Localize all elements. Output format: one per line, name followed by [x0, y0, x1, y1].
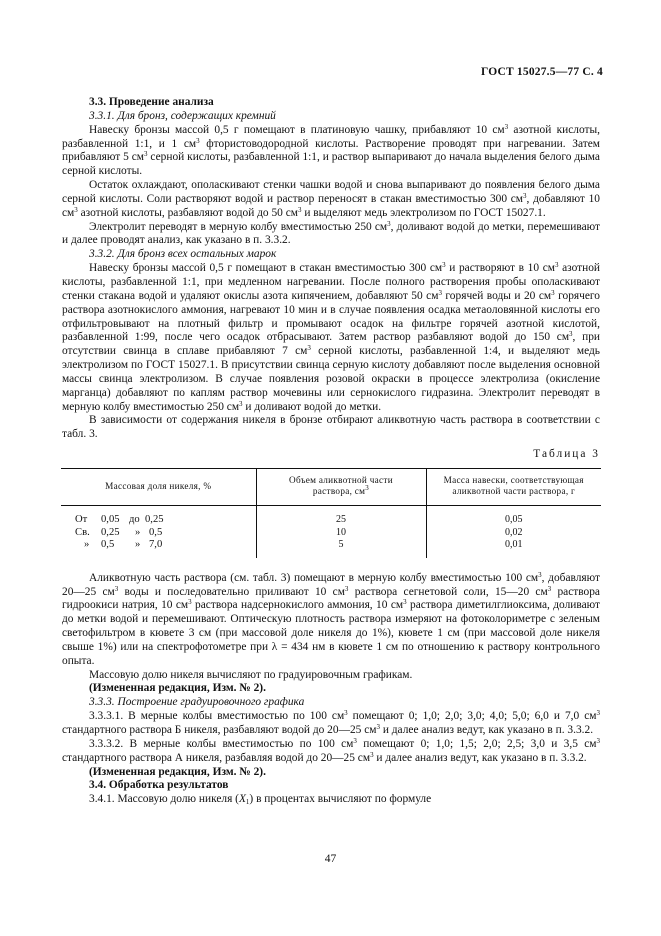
section-3-3-title: 3.3. Проведение анализа	[89, 96, 214, 108]
section-3-3-2-title: 3.3.2. Для бронз всех остальных марок	[89, 248, 277, 261]
section-3-3-3-title: 3.3.3. Построение градуировочного графика	[89, 696, 305, 709]
table-row: Св. 0,25 » 0,5 10 0,02	[61, 527, 601, 540]
paragraph-weighing-silicon: Навеску бронзы массой 0,5 г помещают в платиновую чашку, прибавляют 10 $см^3$ азотной кислоты, разбавленной 1:1, и 1 $см^3$ фтористоводородной кислоты. Растворение проводят при нагревании. Затем прибавляют 5 $см^3$ серной кислоты, разбавленной 1:1, и раствор выпаривают до начала выделения белого дыма серной кислоты.	[62, 122, 600, 178]
table-header-volume: Объем аликвотной части раствора, $см^3$	[256, 468, 426, 505]
paragraph-other-bronzes: Навеску бронзы массой 0,5 г помещают в стакан вместимостью 300 $см^3$ и растворяют в 10 $см^3$ азотной кислоты, разбавленной 1:1, при медленном нагревании. После полного растворения пробы ополаскивают стенки стакана водой и удаляют окислы азота кипячением, добавляют 50 $см^3$ горячей воды и 20 $см^3$ горячего раствора азотнокислого аммония, нагревают 10 мин и в случае появления осадка метаоловянной кислоты его отфильтровывают на плотный фильтр и промывают осадок на фильтре горячей азотной кислотой, разбавленной 1:99, после чего осадок отбрасывают. Затем раствор разбавляют водой до 150 $см^3$, при отсутствии свинца в сплаве прибавляют 7 $см^3$ серной кислоты, разбавленной 1:4, и выделяют медь электролизом по ГОСТ 15027.1. В присутствии свинца серную кислоту добавляют после выделения основной массы свинца электролизом. В случае появления розовой окраски в процессе электролиза (окисление марганца) добавляют по каплям раствор мочевины или сернокислого гидразина. Электролит переводят в мерную колбу вместимостью 250 $см^3$ и доливают водой до метки.	[62, 261, 601, 413]
paragraph-electrolyte: Электролит переводят в мерную колбу вместимостью 250 $см^3$, доливают водой до метки, перемешивают и далее проводят анализ, как указано в п. 3.3.2.	[62, 219, 601, 247]
section-3-4-title: 3.4. Обработка результатов	[89, 779, 229, 792]
paragraph-3-4-1: 3.4.1. Массовую долю никеля $(X_1)$ в процентах вычисляют по формуле	[89, 793, 432, 807]
amendment-note: (Измененная редакция, Изм. № 2).	[89, 682, 266, 695]
running-header: ГОСТ 15027.5—77 С. 4	[480, 66, 603, 78]
paragraph-aliquot-selection: В зависимости от содержания никеля в бронзе отбирают аликвотную часть раствора в соответствии с табл. 3.	[62, 414, 600, 441]
paragraph-residue: Остаток охлаждают, ополаскивают стенки чашки водой и снова выпаривают до появления белого дыма серной кислоты. Соли растворяют водой и раствор переносят в стакан вместимостью 300 $см^3$, добавляют 10 $см^3$ азотной кислоты, разбавляют водой до 50 $см^3$ и выделяют медь электролизом по ГОСТ 15027.1.	[62, 179, 600, 219]
paragraph-3-3-3-1: 3.3.3.1. В мерные колбы вместимостью по 100 $см^3$ помещают 0; 1,0; 2,0; 3,0; 4,0; 5,0; 6,0 и 7,0 $см^3$ стандартного раствора Б никеля, разбавляют водой до 20—25 $см^3$ и далее анализ ведут, как указано в п. 3.3.2.	[62, 709, 600, 736]
section-3-3-1-title: 3.3.1. Для бронз, содержащих кремний	[89, 109, 276, 122]
table-header-mass: Масса навески, соответствующая аликвотной части раствора, г	[426, 468, 601, 505]
page-content	[62, 96, 600, 807]
table-row: От 0,05 до 0,25 25 0,05	[61, 505, 601, 526]
page-number: 47	[324, 853, 337, 865]
paragraph-calibration-note: Массовую долю никеля вычисляют по градуировочным графикам.	[89, 668, 413, 681]
paragraph-3-3-3-2: 3.3.3.2. В мерные колбы вместимостью по 100 $см^3$ помещают 0; 1,0; 1,5; 2,0; 2,5; 3,0 и 3,5 $см^3$ стандартного раствора А никеля, разбавляя водой до 20—25 $см^3$ и далее анализ ведут, как указано в п. 3.3.2.	[62, 736, 600, 764]
table-row: » 0,5 » 7,0 5 0,01	[61, 539, 601, 558]
paragraph-aliquot-procedure: Аликвотную часть раствора (см. табл. 3) помещают в мерную колбу вместимостью 100 $см^3$, добавляют 20—25 $см^3$ воды и последовательно приливают 10 $см^3$ раствора сегнетовой соли, 15—20 $см^3$ раствора гидроокиси натрия, 10 $см^3$ раствора надсернокислого аммония, 10 $см^3$ раствора диметилглиоксима, доливают до метки водой и перемешивают. Оптическую плотность раствора измеряют на фотоколориметре с зеленым светофильтром в кювете 3 см (при массовой доле никеля до 1%), кювете 1 см (при массовой доле никеля свыше 1%) или на спектрофотометре при λ = 434 нм в кювете 1 см по отношению к раствору контрольного опыта.	[62, 570, 600, 667]
table-caption: Таблица 3	[533, 448, 600, 461]
table-header-nickel: Массовая доля никеля, %	[61, 468, 256, 505]
table-header-row	[61, 468, 601, 505]
table-3	[61, 468, 601, 558]
amendment-note: (Измененная редакция, Изм. № 2).	[89, 765, 266, 778]
